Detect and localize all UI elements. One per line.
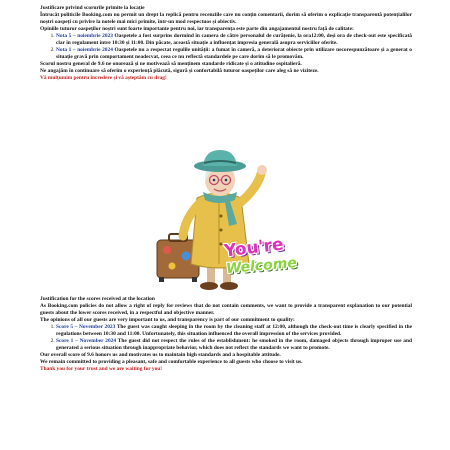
score-text: Oaspetele a fost surprins dormind în camera de către personalul de curățenie, la ora12:00, deși ora de check-out este specificată clar în regulament între 10:30 și 11:00. Din păcate, această situație a influențat impresia generală asupra serviciilor oferite. — [56, 33, 412, 46]
romanian-intro: Întrucât politicile Booking.com nu permit un drept la replică pentru recenziile care nu conțin comentarii, dorim să oferim o explicație transparentă potențialilor noștri oaspeți cu privire la notele mai mici primite, într-un mod respectuos și obiectiv. — [40, 12, 412, 25]
hat-icon — [194, 150, 246, 172]
romanian-title: Justificare privind scorurile primite la locație — [40, 5, 145, 11]
romanian-score-item — [56, 47, 412, 61]
english-score-item — [56, 324, 412, 338]
score-text: The guest was caught sleeping in the room by the cleaning staff at 12:00, although the check-out time is clearly specified in the regulations between 10:30 and 11:00. Unfortunately, this situation influenced the overall impression of the services provided. — [56, 324, 412, 337]
romanian-overall-score: Scorul nostru general de 9.6 ne onorează și ne motivează să menținem standarde ridicate și o atitudine ospitalieră. — [40, 61, 302, 67]
score-label: Nota 1 – noiembrie 2024 — [56, 47, 113, 53]
romanian-thanks: Vă mulțumim pentru încredere și vă așteptăm cu drag! — [40, 75, 167, 81]
romanian-score-list — [40, 33, 412, 61]
english-overall-score: Our overall score of 9.6 honors us and motivates us to maintain high standards and a hospitable attitude. — [40, 352, 281, 358]
welcome-line-1: You're — [223, 234, 285, 262]
romanian-commitment: Ne angajăm în continuare să oferim o experiență plăcută, sigură și confortabilă tuturor oaspeților care aleg să ne viziteze. — [40, 68, 319, 74]
english-commitment: We remain committed to providing a pleasant, safe and comfortable experience to all guests who choose to visit us. — [40, 359, 303, 365]
romanian-score-item — [56, 33, 412, 47]
score-text: Oaspetele nu a respectat regulile unității: a fumat în cameră, a deteriorat obiecte prin utilizare necorespunzătoare și a generat o situație gravă prin comportament neadecvat, ceea ce nu reflectă standardele pe care dorim să le promovăm. — [56, 47, 412, 60]
score-label: Score 5 – November 2023 — [56, 324, 116, 330]
english-thanks: Thank you for your trust and we are waiting for you! — [40, 366, 163, 372]
english-intro: As Booking.com policies do not allow a right of reply for reviews that do not contain comments, we want to provide a transparent explanation to our potential guests about the lower scores received, in a respectful and objective manner. — [40, 303, 412, 316]
romanian-opinion: Opiniile tuturor oaspeților noștri sunt foarte importante pentru noi, iar transparența este parte din angajamentul nostru față de calitate: — [40, 26, 354, 32]
romanian-section — [40, 5, 412, 82]
score-text: The guest did not respect the rules of the establishment: he smoked in the room, damaged objects through improper use and generated a serious situation through inappropriate behavior, which does not reflect the standards we want to promote. — [56, 338, 412, 351]
welcome-line-2: Welcome — [225, 254, 298, 278]
welcome-sticker — [222, 234, 298, 282]
english-section — [40, 296, 412, 373]
score-label: Nota 5 – noiembrie 2023 — [56, 33, 113, 39]
english-opinion: The opinions of all our guests are very important to us, and transparency is part of our commitment to quality: — [40, 317, 295, 323]
english-score-list — [40, 324, 412, 352]
english-title: Justification for the scores received at the location — [40, 296, 155, 302]
score-label: Score 1 – November 2024 — [56, 338, 117, 344]
english-score-item — [56, 338, 412, 352]
